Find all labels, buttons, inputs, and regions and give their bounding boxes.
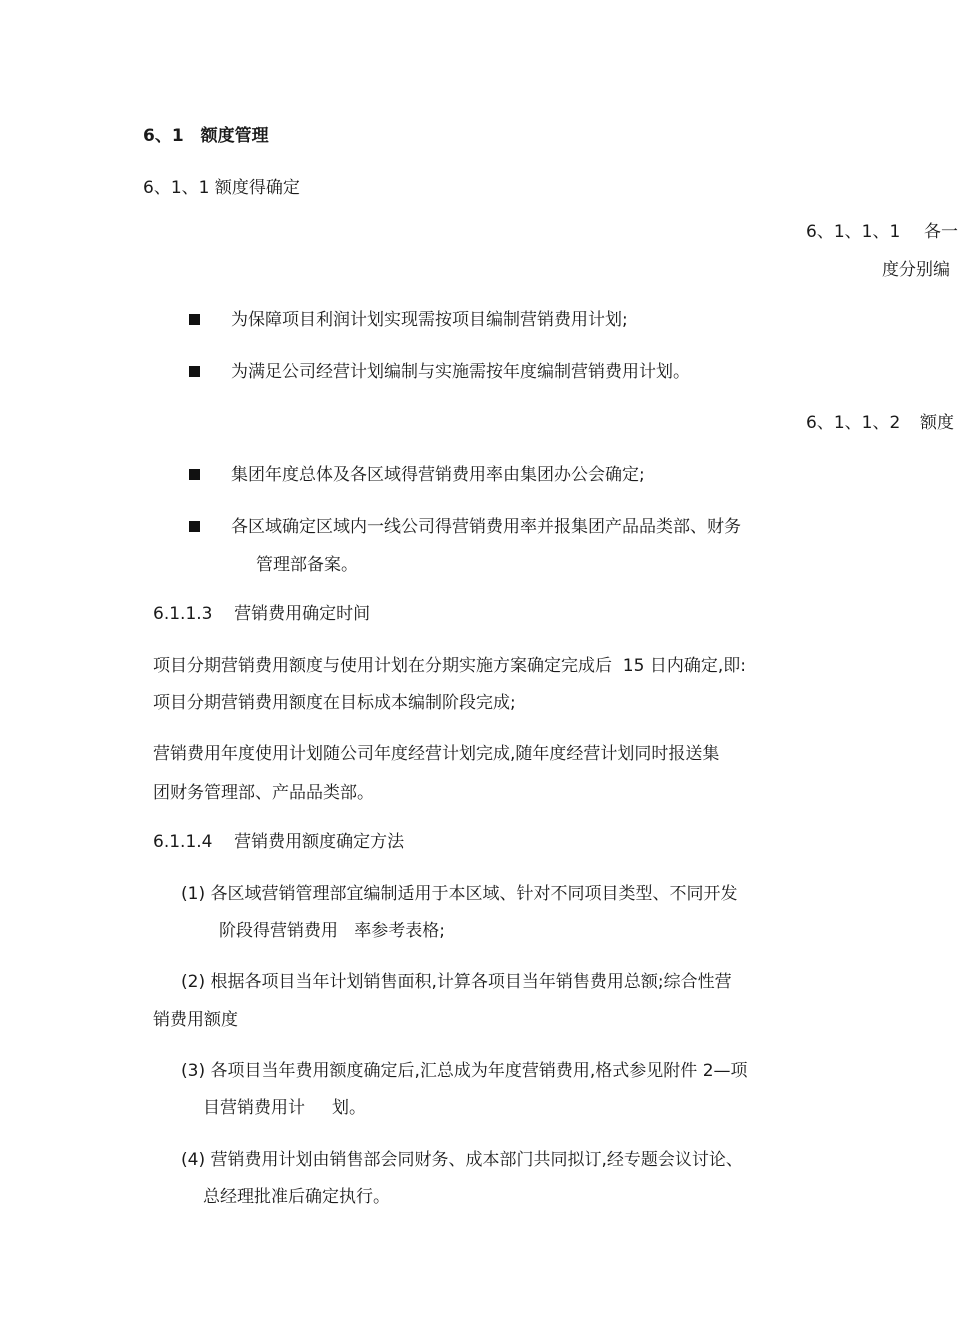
item-1113-title: 6.1.1.3 营销费用确定时间 <box>153 604 371 624</box>
item-1111-text-line1: 各一 <box>924 222 958 242</box>
step-line: (4) 营销费用计划由销售部会同财务、成本部门共同拟订,经专题会议讨论、 <box>181 1150 743 1170</box>
bullet-text: 集团年度总体及各区域得营销费用率由集团办公会确定; <box>231 465 645 485</box>
step-line: 阶段得营销费用 率参考表格; <box>219 921 445 941</box>
step-line: 目营销费用计 划。 <box>203 1098 367 1118</box>
step-line: (3) 各项目当年费用额度确定后,汇总成为年度营销费用,格式参见附件 2—项 <box>181 1061 748 1081</box>
bullet-square-icon <box>189 314 200 325</box>
paragraph-line: 项目分期营销费用额度在目标成本编制阶段完成; <box>153 693 516 713</box>
paragraph-line: 项目分期营销费用额度与使用计划在分期实施方案确定完成后 15 日内确定,即: <box>153 656 746 676</box>
bullet-square-icon <box>189 366 200 377</box>
step-line: (2) 根据各项目当年计划销售面积,计算各项目当年销售费用总额;综合性营 <box>181 972 732 992</box>
step-line: (1) 各区域营销管理部宜编制适用于本区域、针对不同项目类型、不同开发 <box>181 884 738 904</box>
item-1114-title: 6.1.1.4 营销费用额度确定方法 <box>153 832 405 852</box>
bullet-text: 各区域确定区域内一线公司得营销费用率并报集团产品品类部、财务 <box>231 517 741 537</box>
item-1111-number: 6、1、1、1 <box>806 222 901 242</box>
step-line: 销费用额度 <box>153 1010 238 1030</box>
paragraph-line: 团财务管理部、产品品类部。 <box>153 783 374 803</box>
section-heading: 6、1 额度管理 <box>143 126 269 146</box>
item-1112-number: 6、1、1、2 <box>806 413 901 433</box>
sub-heading: 6、1、1 额度得确定 <box>143 178 300 198</box>
item-1112-text: 额度 <box>920 413 954 433</box>
bullet-text: 为满足公司经营计划编制与实施需按年度编制营销费用计划。 <box>231 362 690 382</box>
item-1111-text-line2: 度分别编 <box>882 260 950 280</box>
paragraph-line: 营销费用年度使用计划随公司年度经营计划完成,随年度经营计划同时报送集 <box>153 744 720 764</box>
bullet-square-icon <box>189 521 200 532</box>
bullet-text: 为保障项目利润计划实现需按项目编制营销费用计划; <box>231 310 628 330</box>
bullet-square-icon <box>189 469 200 480</box>
bullet-text-continuation: 管理部备案。 <box>256 555 358 575</box>
step-line: 总经理批准后确定执行。 <box>203 1187 390 1207</box>
